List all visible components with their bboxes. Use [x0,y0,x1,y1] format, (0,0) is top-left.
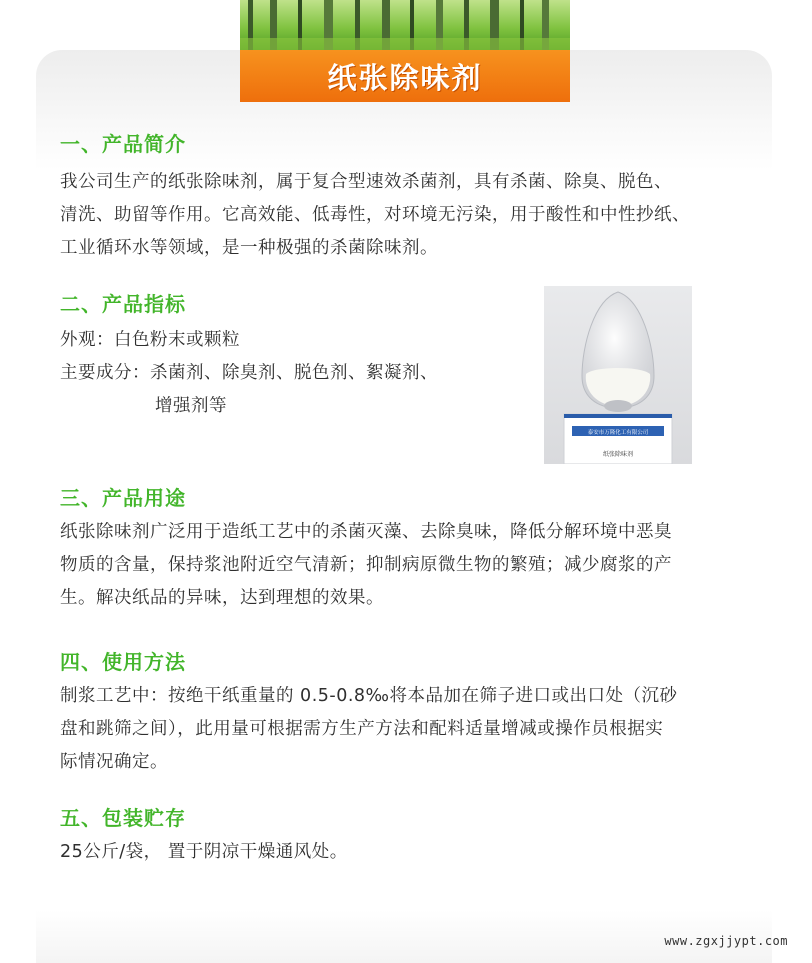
usage-text-line: 物质的含量，保持浆池附近空气清新；抑制病原微生物的繁殖；减少腐浆的产 [60,555,672,575]
intro-text-line: 清洗、助留等作用。它高效能、低毒性，对环境无污染，用于酸性和中性抄纸、 [60,205,690,225]
site-watermark: www.zgxjjypt.com [664,934,788,948]
method-text-line: 盘和跳筛之间），此用量可根据需方生产方法和配料适量增减或操作员根据实 [60,719,664,739]
photo-label-company: 泰安市万隆化工有限公司 [587,430,649,436]
page-title: 纸张除味剂 [327,60,483,95]
usage-text-line: 纸张除味剂广泛用于造纸工艺中的杀菌灭藻、去除臭味，降低分解环境中恶臭 [60,522,672,542]
title-banner [240,50,570,102]
spec-appearance: 外观：白色粉末或颗粒 [60,330,240,350]
section-heading-method: 四、使用方法 [60,650,186,674]
intro-text-line: 工业循环水等领域，是一种极强的杀菌除味剂。 [60,238,438,258]
forest-banner-image [240,0,570,52]
product-photo [544,286,692,464]
usage-text-line: 生。解决纸品的异味，达到理想的效果。 [60,588,384,608]
storage-text-line: 25公斤/袋， 置于阴凉干燥通风处。 [60,842,348,862]
section-heading-storage: 五、包装贮存 [60,806,186,830]
intro-text-line: 我公司生产的纸张除味剂，属于复合型速效杀菌剂，具有杀菌、除臭、脱色、 [60,172,672,192]
method-text-line: 际情况确定。 [60,752,168,772]
spec-composition: 主要成分：杀菌剂、除臭剂、脱色剂、絮凝剂、 [60,363,438,383]
section-heading-intro: 一、产品简介 [60,132,186,156]
method-text-line: 制浆工艺中：按绝干纸重量的 0.5-0.8‰将本品加在筛子进口或出口处（沉砂 [60,686,678,706]
section-heading-usage: 三、产品用途 [60,486,186,510]
spec-composition-continued: 增强剂等 [155,396,227,416]
section-heading-specs: 二、产品指标 [60,292,186,316]
photo-label-product: 纸张除味剂 [602,451,634,458]
